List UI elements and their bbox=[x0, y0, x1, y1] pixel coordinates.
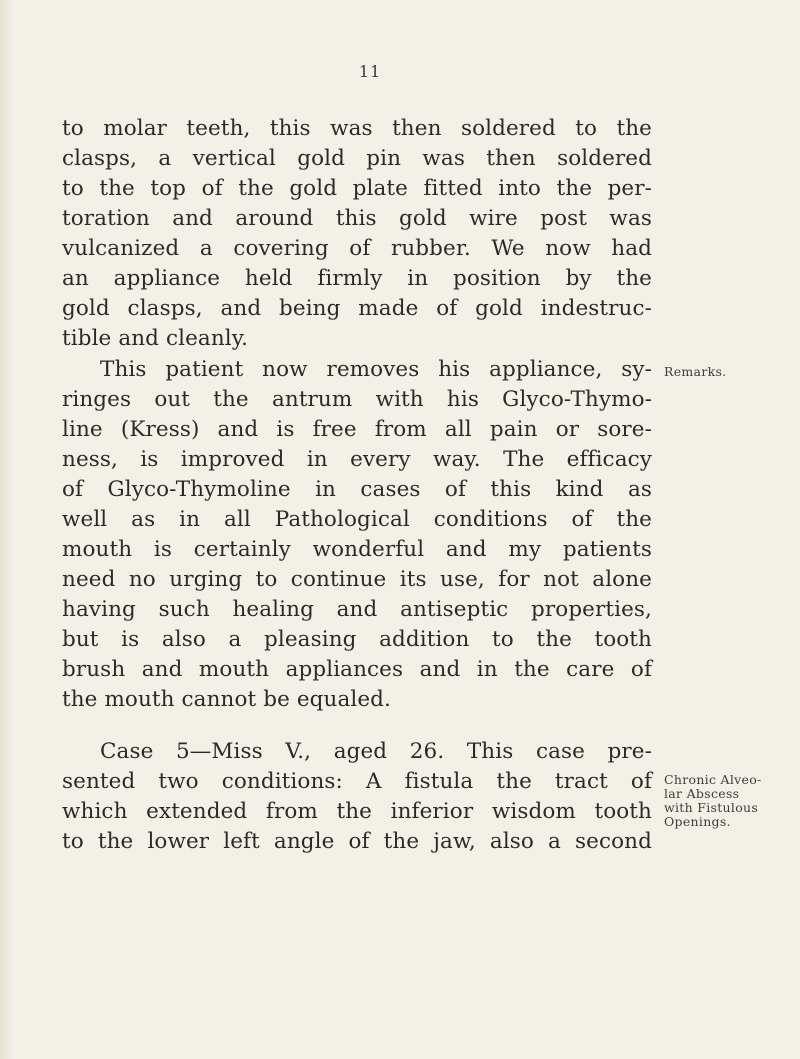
margin-note-line: Remarks. bbox=[664, 364, 727, 379]
text-line: vulcanized a covering of rubber. We now had bbox=[62, 236, 652, 261]
text-line: Case 5—Miss V., aged 26. This case pre- bbox=[100, 739, 652, 764]
text-line: toration and around this gold wire post was bbox=[62, 206, 652, 231]
margin-note-line: lar Abscess bbox=[664, 786, 740, 801]
margin-note-line: with Fistulous bbox=[664, 800, 759, 815]
text-line: gold clasps, and being made of gold indestruc- bbox=[62, 296, 652, 321]
text-line: line (Kress) and is free from all pain or sore- bbox=[62, 417, 652, 442]
text-line: clasps, a vertical gold pin was then soldered bbox=[62, 146, 652, 171]
text-line: well as in all Pathological conditions of the bbox=[62, 507, 652, 532]
margin-note-remarks bbox=[664, 365, 726, 379]
text-line: mouth is certainly wonderful and my patients bbox=[62, 537, 652, 562]
margin-note-line: Chronic Alveo- bbox=[664, 772, 762, 787]
text-line: to the top of the gold plate fitted into the per- bbox=[62, 176, 652, 201]
text-line: but is also a pleasing addition to the tooth bbox=[62, 627, 652, 652]
page-number: 11 bbox=[358, 62, 382, 81]
text-line: an appliance held firmly in position by the bbox=[62, 266, 652, 291]
text-line: having such healing and antiseptic properties, bbox=[62, 597, 652, 622]
text-line: which extended from the inferior wisdom tooth bbox=[62, 799, 652, 824]
text-line: to molar teeth, this was then soldered to the bbox=[62, 116, 652, 141]
text-line: This patient now removes his appliance, sy- bbox=[100, 357, 652, 382]
margin-note-chronic-alveolar-abscess bbox=[664, 773, 762, 829]
text-line: tible and cleanly. bbox=[62, 326, 249, 351]
text-line: of Glyco-Thymoline in cases of this kind as bbox=[62, 477, 652, 502]
page-edge-shadow bbox=[0, 0, 14, 1059]
text-line: brush and mouth appliances and in the care of bbox=[62, 657, 652, 682]
text-line: the mouth cannot be equaled. bbox=[62, 687, 391, 712]
text-line: to the lower left angle of the jaw, also a second bbox=[62, 829, 652, 854]
text-line: ringes out the antrum with his Glyco-Thymo- bbox=[62, 387, 652, 412]
text-line: sented two conditions: A fistula the tract of bbox=[62, 769, 652, 794]
margin-note-line: Openings. bbox=[664, 814, 731, 829]
text-line: ness, is improved in every way. The efficacy bbox=[62, 447, 652, 472]
text-line: need no urging to continue its use, for not alone bbox=[62, 567, 652, 592]
